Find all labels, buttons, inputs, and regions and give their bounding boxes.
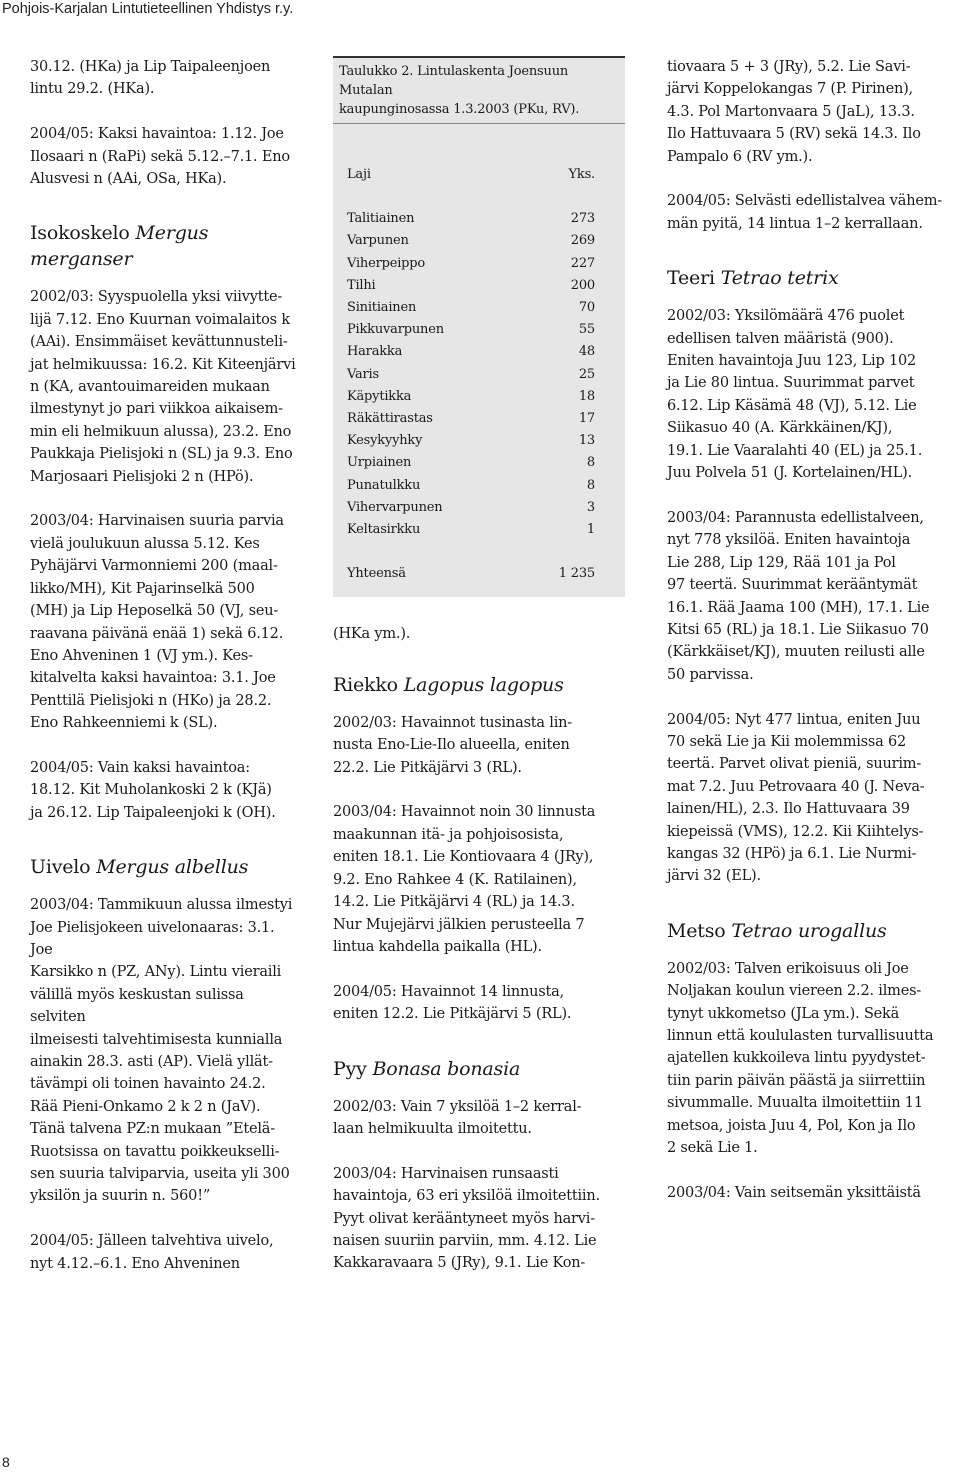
table-row — [333, 208, 625, 230]
paragraph — [667, 1182, 960, 1204]
table-cell-species: Talitiainen — [347, 211, 415, 227]
paragraph — [30, 286, 300, 488]
table-rows — [333, 208, 625, 541]
paragraph — [333, 623, 628, 645]
table-row — [333, 253, 625, 275]
text-line: Marjosaari Pielisjoki 2 n (HPö). — [30, 468, 254, 485]
table-row — [333, 519, 625, 541]
species-heading — [333, 672, 628, 698]
text-line: lijä 7.12. Eno Kuurnan voimalaitos k — [30, 311, 290, 328]
text-line: 2003/04: Parannusta edellistalveen, — [667, 509, 924, 526]
text-line: nyt 4.12.–6.1. Eno Ahveninen — [30, 1255, 240, 1272]
text-line: Noljakan koulun viereen 2.2. ilmes- — [667, 983, 922, 1000]
species-heading — [667, 918, 960, 944]
text-line: 2003/04: Vain seitsemän yksittäistä — [667, 1184, 921, 1201]
species-latin: Mergus albellus — [96, 856, 249, 879]
table-cell-count: 13 — [578, 433, 595, 449]
text-line: havaintoja, 63 eri yksilöä ilmoitettiin. — [333, 1188, 600, 1205]
table-row — [333, 475, 625, 497]
text-line: vielä joulukuun alussa 5.12. Kes — [30, 535, 260, 552]
table-cell-count: 25 — [578, 366, 595, 382]
text-line: eniten 12.2. Lie Pitkäjärvi 5 (RL). — [333, 1006, 572, 1023]
text-line: 22.2. Lie Pitkäjärvi 3 (RL). — [333, 759, 522, 776]
table-total-value: 1 235 — [558, 566, 595, 582]
text-line: tiovaara 5 + 3 (JRy), 5.2. Lie Savi- — [667, 59, 911, 75]
table-cell-count: 8 — [586, 455, 595, 471]
text-line: 97 teertä. Suurimmat kerääntymät — [667, 577, 918, 594]
text-line: nusta Eno-Lie-Ilo alueella, eniten — [333, 737, 570, 754]
table-cell-species: Räkättirastas — [347, 411, 433, 427]
text-line: (AAi). Ensimmäiset kevättunnusteli- — [30, 334, 288, 351]
table-total-row — [333, 563, 625, 585]
paragraph — [333, 712, 628, 779]
table-cell-species: Kesykyyhky — [347, 433, 423, 449]
text-line: (Kärkkäiset/KJ), muuten reilusti alle — [667, 644, 925, 661]
table-row — [333, 275, 625, 297]
table-cell-species: Keltasirkku — [347, 522, 421, 538]
text-line: Nur Mujejärvi jälkien perusteella 7 — [333, 916, 585, 933]
text-line: Juu Polvela 51 (J. Kortelainen/HL). — [667, 465, 913, 482]
text-line: Ruotsissa on tavattu poikkeukselli- — [30, 1143, 280, 1160]
text-line: ja Lie 80 lintua. Suurimmat parvet — [667, 375, 915, 392]
text-line: 2004/05: Jälleen talvehtiva uivelo, — [30, 1233, 274, 1250]
table-cell-count: 227 — [570, 255, 595, 271]
table-cell-count: 269 — [570, 233, 595, 249]
page-number: 8 — [2, 1454, 10, 1470]
table-caption — [333, 56, 625, 124]
text-line: lainen/HL), 2.3. Ilo Hattuvaara 39 — [667, 801, 910, 818]
text-line: 2003/04: Tammikuun alussa ilmestyi — [30, 897, 293, 914]
text-line: män pyitä, 14 lintua 1–2 kerrallaan. — [667, 215, 923, 232]
text-line: (HKa ym.). — [333, 626, 411, 643]
text-line: 16.1. Rää Jaama 100 (MH), 17.1. Lie — [667, 599, 930, 616]
text-line: Taulukko 2. Lintulaskenta Joensuun Mutalan — [339, 64, 569, 98]
text-line: mat 7.2. Juu Petrovaara 40 (J. Neva- — [667, 778, 925, 795]
text-line: 2002/03: Syyspuolella yksi viivytte- — [30, 289, 283, 306]
text-line: (MH) ja Lip Heposelkä 50 (VJ, seu- — [30, 603, 279, 620]
table-cell-species: Punatulkku — [347, 477, 421, 493]
text-line: tynyt ukkometso (JLa ym.). Sekä — [667, 1005, 900, 1022]
text-line: naisen suuriin parviin, mm. 4.12. Lie — [333, 1232, 597, 1249]
species-latin: Lagopus lagopus — [403, 673, 564, 696]
table-cell-count: 8 — [586, 477, 595, 493]
text-line: ilmestynyt jo pari viikkoa aikaisem- — [30, 401, 283, 418]
table-row — [333, 430, 625, 452]
species-name: Teeri — [667, 267, 715, 290]
table-cell-species: Käpytikka — [347, 388, 412, 404]
text-line: metsoa, joista Juu 4, Pol, Kon ja Ilo — [667, 1117, 916, 1134]
species-heading — [30, 854, 300, 880]
text-line: 2 sekä Lie 1. — [667, 1140, 758, 1157]
table-row — [333, 497, 625, 519]
text-line: kiepeissä (VMS), 12.2. Kii Kiihtelys- — [667, 823, 924, 840]
text-line: tävämpi oli toinen havainto 24.2. — [30, 1076, 266, 1093]
paragraph — [667, 305, 960, 484]
text-line: Eno Ahveninen 1 (VJ ym.). Kes- — [30, 647, 253, 664]
text-line: Siikasuo 40 (A. Kärkkäinen/KJ), — [667, 420, 893, 437]
text-line: kangas 32 (HPö) ja 6.1. Lie Nurmi- — [667, 845, 917, 862]
table-cell-species: Varpunen — [347, 233, 409, 249]
paragraph — [667, 190, 960, 235]
table-cell-species: Sinitiainen — [347, 300, 417, 316]
table-cell-species: Viherpeippo — [347, 255, 426, 271]
paragraph — [667, 56, 960, 168]
text-line: nyt 778 yksilöä. Eniten havaintoja — [667, 532, 911, 549]
text-line: jat helmikuussa: 16.2. Kit Kiteenjärvi — [30, 356, 296, 373]
text-line: Eno Rahkeenniemi k (SL). — [30, 715, 218, 732]
table-total-label: Yhteensä — [347, 566, 406, 582]
text-line: 2004/05: Vain kaksi havaintoa: — [30, 759, 250, 776]
text-line: Alusvesi n (AAi, OSa, HKa). — [30, 171, 227, 188]
paragraph — [333, 1163, 628, 1275]
table-cell-species: Urpiainen — [347, 455, 412, 471]
text-line: Lie 288, Lip 129, Rää 101 ja Pol — [667, 554, 896, 571]
paragraph — [30, 757, 300, 824]
text-line: Joe Pielisjokeen uivelonaaras: 3.1. Joe — [30, 919, 275, 958]
table-cell-count: 55 — [578, 322, 595, 338]
page-header: Pohjois-Karjalan Lintutieteellinen Yhdistys r.y. — [2, 1, 294, 17]
column-left — [30, 56, 300, 1275]
species-heading — [333, 1056, 628, 1082]
text-line: 4.3. Pol Martonvaara 5 (JaL), 13.3. — [667, 103, 915, 120]
paragraph — [30, 56, 300, 101]
text-line: sen suuria talviparvia, useita yli 300 — [30, 1166, 290, 1183]
text-line: eniten 18.1. Lie Kontiovaara 4 (JRy), — [333, 849, 594, 866]
text-line: 18.12. Kit Muholankoski 2 k (KJä) — [30, 782, 272, 799]
species-latin: Tetrao tetrix — [720, 267, 839, 290]
text-line: ainakin 28.3. asti (AP). Vielä yllät- — [30, 1053, 273, 1070]
table-row — [333, 319, 625, 341]
text-line: yksilön ja suurin n. 560!” — [30, 1188, 211, 1205]
text-line: lintua kahdella paikalla (HL). — [333, 938, 542, 955]
text-line: n (KA, avantouimareiden mukaan — [30, 379, 270, 396]
paragraph — [667, 507, 960, 686]
table-cell-count: 3 — [586, 499, 595, 515]
text-line: Kakkaravaara 5 (JRy), 9.1. Lie Kon- — [333, 1255, 586, 1272]
text-line: laan helmikuulta ilmoitettu. — [333, 1120, 532, 1137]
text-line: Karsikko n (PZ, ANy). Lintu vieraili — [30, 964, 282, 981]
text-line: raavana päivänä enää 1) sekä 6.12. — [30, 625, 284, 642]
species-latin: Mergus merganser — [30, 222, 209, 271]
text-line: 2002/03: Havainnot tusinasta lin- — [333, 714, 573, 731]
paragraph — [30, 894, 300, 1208]
text-line: Pyhäjärvi Varmonniemi 200 (maal- — [30, 558, 278, 575]
text-line: ajatellen kukkoileva lintu pyydystet- — [667, 1050, 926, 1067]
species-name: Metso — [667, 919, 726, 942]
bird-count-table — [333, 56, 625, 597]
text-line: Ilosaari n (RaPi) sekä 5.12.–7.1. Eno — [30, 148, 290, 165]
text-line: 70 sekä Lie ja Kii molemmissa 62 — [667, 733, 907, 750]
text-line: Kitsi 65 (RL) ja 18.1. Lie Siikasuo 70 — [667, 621, 929, 638]
text-line: 2004/05: Havainnot 14 linnusta, — [333, 983, 565, 1000]
text-line: Pampalo 6 (RV ym.). — [667, 148, 813, 165]
text-line: 2004/05: Selvästi edellistalvea vähem- — [667, 193, 942, 210]
table-header-row — [333, 164, 625, 186]
text-line: järvi 32 (EL). — [667, 868, 761, 885]
text-line: lintu 29.2. (HKa). — [30, 81, 155, 98]
species-latin: Bonasa bonasia — [372, 1057, 521, 1080]
table-header-count: Yks. — [568, 167, 595, 182]
species-name: Riekko — [333, 673, 398, 696]
table-cell-count: 48 — [578, 344, 595, 360]
paragraph — [333, 1096, 628, 1141]
species-heading — [30, 220, 300, 272]
text-line: 2003/04: Harvinaisen suuria parvia — [30, 513, 284, 530]
text-line: ilmeisesti talvehtimisesta kunnialla — [30, 1031, 283, 1048]
text-line: Rää Pieni-Onkamo 2 k 2 n (JaV). — [30, 1098, 261, 1115]
table-cell-species: Varis — [347, 366, 379, 382]
text-line: likko/MH), Kit Pajarinselkä 500 — [30, 580, 255, 597]
text-line: kitalvelta kaksi havaintoa: 3.1. Joe — [30, 670, 276, 687]
text-line: 6.12. Lip Käsämä 48 (VJ), 5.12. Lie — [667, 397, 917, 414]
species-latin: Tetrao urogallus — [731, 919, 887, 942]
paragraph — [30, 510, 300, 734]
text-line: 2004/05: Nyt 477 lintua, eniten Juu — [667, 711, 921, 728]
table-row — [333, 230, 625, 252]
table-cell-count: 18 — [578, 388, 595, 404]
table-row — [333, 364, 625, 386]
table-row — [333, 386, 625, 408]
text-line: Tänä talvena PZ:n mukaan ”Etelä- — [30, 1121, 275, 1138]
text-line: edellisen talven määristä (900). — [667, 330, 894, 347]
table-cell-count: 1 — [586, 522, 595, 538]
text-line: 2002/03: Vain 7 yksilöä 1–2 kerral- — [333, 1098, 582, 1115]
text-line: järvi Koppelokangas 7 (P. Pirinen), — [667, 81, 913, 98]
text-line: sivummalle. Muualta ilmoitettiin 11 — [667, 1095, 923, 1112]
paragraph — [30, 123, 300, 190]
table-cell-species: Pikkuvarpunen — [347, 322, 444, 338]
text-line: ja 26.12. Lip Taipaleenjoki k (OH). — [30, 804, 276, 821]
species-name: Pyy — [333, 1057, 367, 1080]
species-name: Uivelo — [30, 856, 91, 879]
text-line: välillä myös keskustan sulissa selviten — [30, 986, 244, 1026]
text-line: 30.12. (HKa) ja Lip Taipaleenjoen — [30, 59, 271, 75]
text-line: Eniten havaintoja Juu 123, Lip 102 — [667, 353, 917, 370]
table-row — [333, 452, 625, 474]
species-name: Isokoskelo — [30, 222, 130, 245]
species-heading — [667, 265, 960, 291]
text-line: 2002/03: Yksilömäärä 476 puolet — [667, 308, 905, 325]
text-line: teertä. Parvet olivat pieniä, suurim- — [667, 756, 922, 773]
column-right — [667, 56, 960, 1204]
table-cell-count: 200 — [570, 277, 595, 293]
text-line: 2003/04: Havainnot noin 30 linnusta — [333, 804, 596, 821]
text-line: Penttilä Pielisjoki n (HKo) ja 28.2. — [30, 692, 272, 709]
paragraph — [667, 709, 960, 888]
text-line: 14.2. Lie Pitkäjärvi 4 (RL) ja 14.3. — [333, 894, 575, 911]
text-line: 9.2. Eno Rahkee 4 (K. Ratilainen), — [333, 871, 577, 888]
text-line: Ilo Hattuvaara 5 (RV) sekä 14.3. Ilo — [667, 126, 921, 143]
paragraph — [333, 981, 628, 1026]
table-body — [333, 124, 625, 597]
table-cell-species: Tilhi — [347, 277, 376, 293]
table-cell-species: Vihervarpunen — [347, 499, 443, 515]
paragraph — [667, 958, 960, 1160]
text-line: 50 parvissa. — [667, 666, 754, 683]
table-cell-species: Harakka — [347, 344, 403, 360]
text-line: maakunnan itä- ja pohjoisosista, — [333, 826, 564, 843]
paragraph — [30, 1230, 300, 1275]
text-line: 2002/03: Talven erikoisuus oli Joe — [667, 960, 909, 977]
text-line: linnun että koululasten turvallisuutta — [667, 1027, 934, 1044]
table-row — [333, 408, 625, 430]
text-line: 19.1. Lie Vaaralahti 40 (EL) ja 25.1. — [667, 442, 923, 459]
text-line: Pyyt olivat kerääntyneet myös harvi- — [333, 1210, 595, 1227]
text-line: kaupunginosassa 1.3.2003 (PKu, RV). — [339, 102, 580, 117]
text-line: 2004/05: Kaksi havaintoa: 1.12. Joe — [30, 126, 284, 143]
table-cell-count: 273 — [570, 211, 595, 227]
column-middle — [333, 56, 628, 1275]
table-row — [333, 297, 625, 319]
table-header-species: Laji — [347, 167, 371, 182]
table-row — [333, 341, 625, 363]
table-cell-count: 17 — [578, 411, 595, 427]
text-line: min eli helmikuun alussa), 23.2. Eno — [30, 423, 292, 440]
text-line: Paukkaja Pielisjoki n (SL) ja 9.3. Eno — [30, 446, 293, 463]
text-line: 2003/04: Harvinaisen runsaasti — [333, 1165, 559, 1182]
text-line: tiin parin päivän päästä ja siirrettiin — [667, 1072, 926, 1089]
table-cell-count: 70 — [578, 300, 595, 316]
paragraph — [333, 801, 628, 958]
